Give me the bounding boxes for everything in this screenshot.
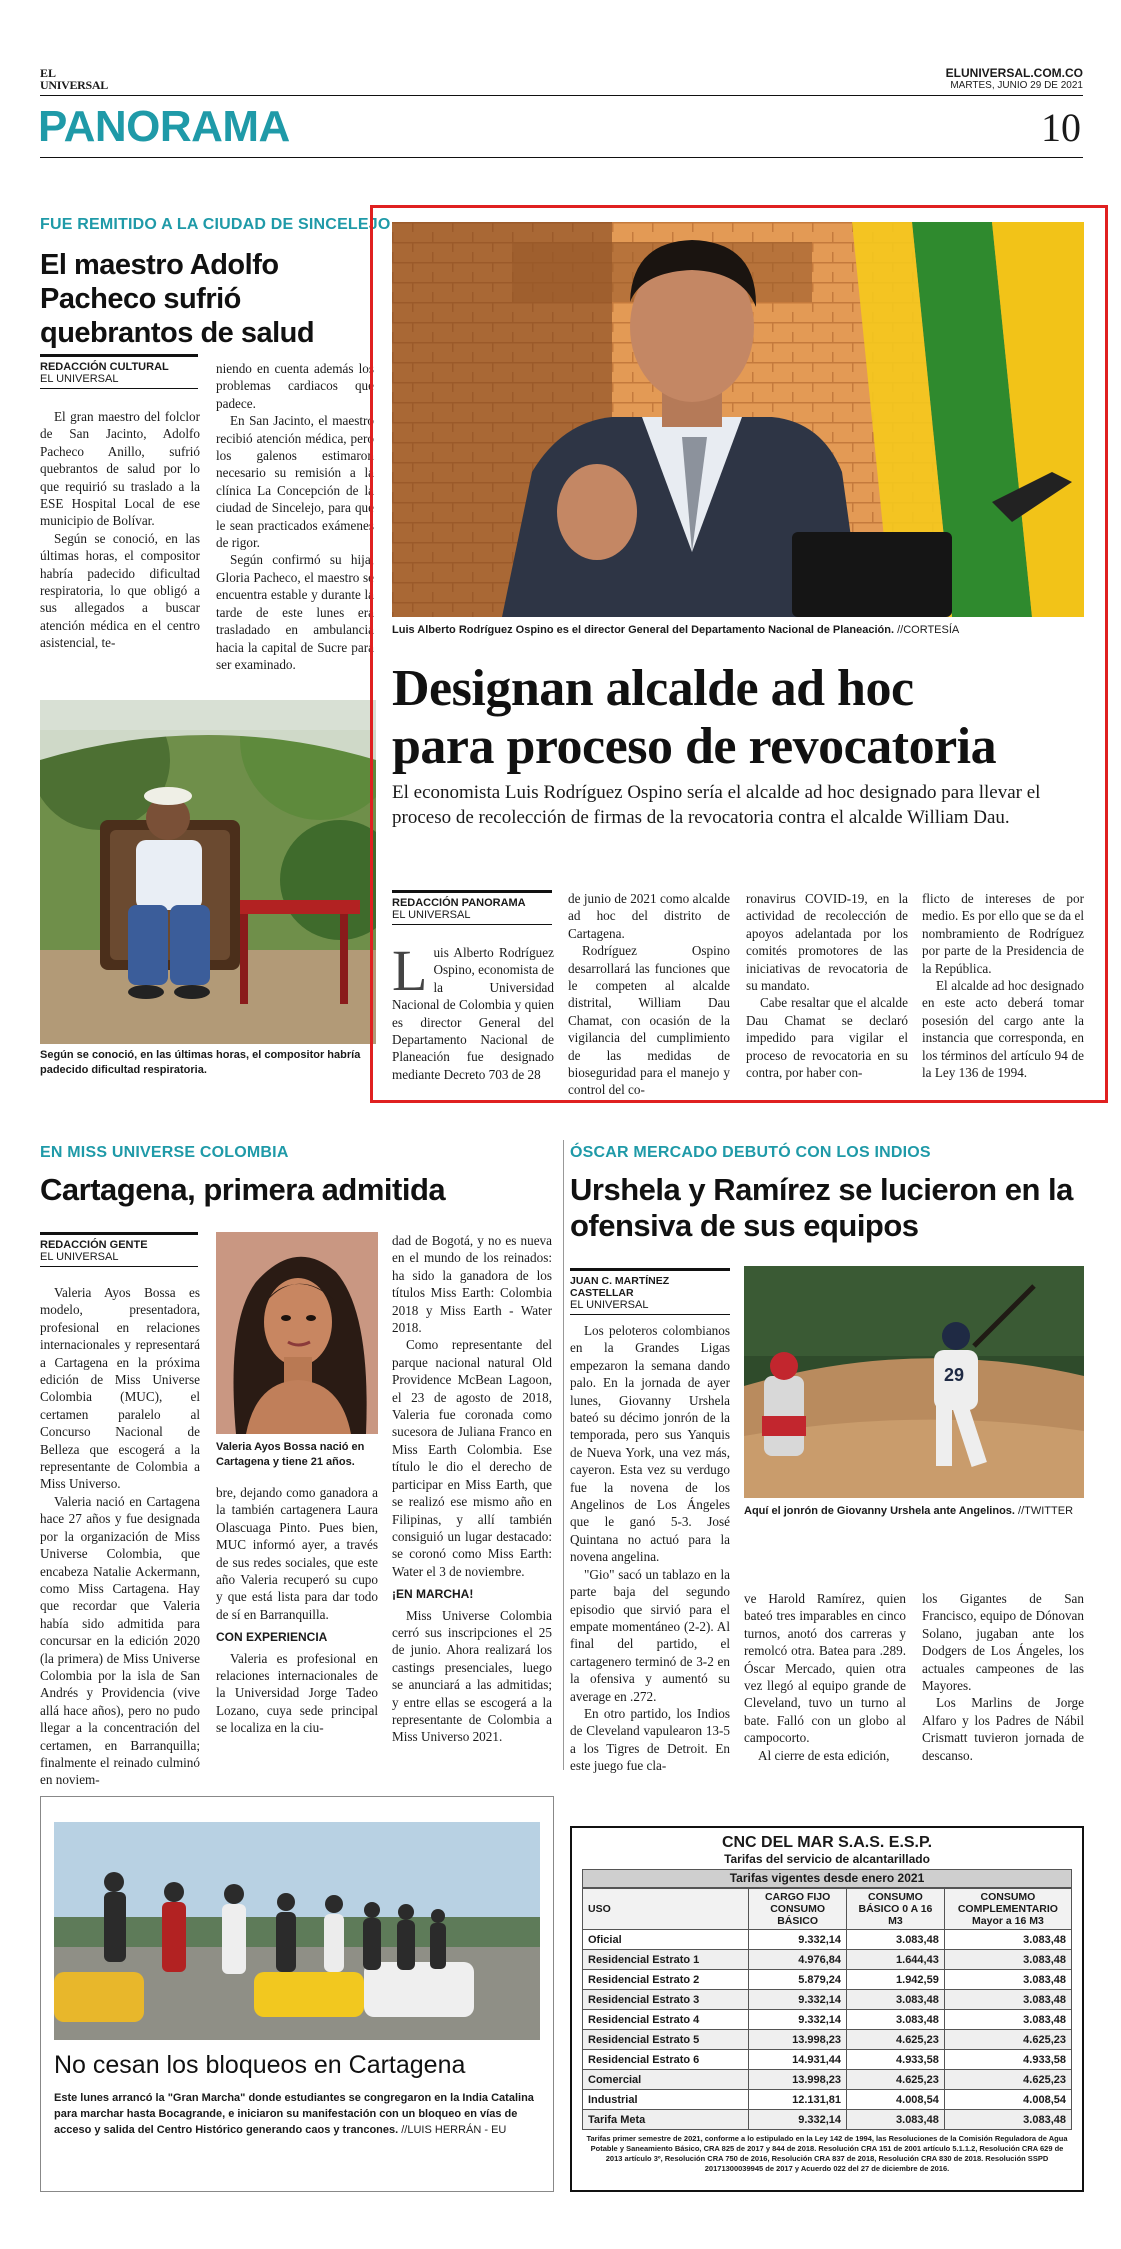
table-cell: 9.332,14 (749, 2110, 847, 2130)
paragraph: Según confirmó su hija, Gloria Pacheco, el maestro se encuentra estable y durante la tarde de este lunes era trasladado en ambulancia hacia la capital de Sucre para ser examinado. (216, 552, 374, 672)
baseball-caption (744, 1504, 1084, 1519)
byline-paper: EL UNIVERSAL (40, 1251, 198, 1267)
subhead-en-marcha: ¡EN MARCHA! (392, 1587, 474, 1602)
table-cell: 13.998,23 (749, 2070, 847, 2090)
table-row (583, 1950, 1072, 1970)
issue-date: MARTES, JUNIO 29 DE 2021 (950, 80, 1083, 91)
paragraph: Al cierre de esta edición, (758, 1747, 890, 1763)
row-label: Residencial Estrato 1 (583, 1950, 749, 1970)
table-cell: 4.933,58 (847, 2050, 945, 2070)
table-row (583, 2010, 1072, 2030)
baseball-byline (570, 1268, 730, 1315)
paragraph: Rodríguez Ospino desarrollará las funciones que le competen al alcalde distrital, William Dau Chamat, con ocasión de la vigilancia del cumplimiento de las medidas de bioseguridad para el manejo y control del co- (568, 943, 730, 1098)
table-row (583, 1930, 1072, 1950)
table-cell: 1.942,59 (847, 1970, 945, 1990)
miss-byline (40, 1232, 198, 1267)
row-label: Residencial Estrato 3 (583, 1990, 749, 2010)
table-cell: 9.332,14 (749, 2010, 847, 2030)
table-row (583, 2030, 1072, 2050)
pacheco-byline (40, 354, 198, 389)
paragraph: flicto de intereses de por medio. Es por ello que se da el nombramiento de Rodríguez por parte de la Presidencia de la República. (922, 891, 1084, 976)
pacheco-col-1 (40, 408, 200, 652)
lead-headline-line-2: para proceso de revocatoria (392, 718, 997, 775)
lead-caption-credit: //CORTESÍA (897, 624, 960, 636)
table-cell: 3.083,48 (944, 1970, 1071, 1990)
paragraph: Valeria Ayos Bossa es modelo, presentadora, profesional en relaciones internacionales y representará a Cartagena en la próxima edición de Miss Universe Colombia (MUC), el certamen paralelo al Concurso Nacional de Belleza que escogerá a la representante de Colombia a Miss Universo. (40, 1285, 200, 1492)
baseball-caption-credit: //TWITTER (1018, 1505, 1074, 1517)
subhead-con-experiencia: CON EXPERIENCIA (216, 1630, 328, 1645)
pacheco-photo (40, 700, 376, 1044)
lead-col-3 (746, 890, 908, 1081)
paragraph: Los peloteros colombianos en la Grandes Ligas empezaron la semana dando palo. En la jornada de ayer lunes, Giovanny Urshela bateó su décimo jonrón de la temporada, pero sus Yanquis de Nueva York, una vez más, cayeron. Esta vez su verdugo fue la novena de los Angelinos de Los Ángeles que le ganó 5-3. José Quintana no actuó para la novena angelina. (570, 1323, 730, 1565)
paragraph: Los Marlins de Jorge Alfaro y los Padres de Nábil Crismatt tuvieron jornada de descanso. (922, 1695, 1084, 1763)
table-cell: 9.332,14 (749, 1930, 847, 1950)
bloqueos-caption (54, 2090, 540, 2138)
paragraph: ronavirus COVID-19, en la actividad de recolección de apoyos adelantada por los comités promotores de las iniciativas de revocatoria de su mandato. (746, 891, 908, 994)
lead-headline-line-1: Designan alcalde ad hoc (392, 660, 914, 717)
table-cell: 3.083,48 (944, 1990, 1071, 2010)
table-cell: 4.625,23 (847, 2030, 945, 2050)
bloqueos-headline: No cesan los bloqueos en Cartagena (54, 2051, 466, 2079)
miss-col-1 (40, 1284, 200, 1789)
table-row (583, 1990, 1072, 2010)
table-cell: 3.083,48 (847, 1930, 945, 1950)
table-cell: 3.083,48 (944, 1930, 1071, 1950)
byline-desk: JUAN C. MARTÍNEZ CASTELLAR (570, 1275, 670, 1299)
byline-paper: EL UNIVERSAL (40, 373, 198, 389)
logo-bottom: UNIVERSAL (40, 78, 108, 92)
paragraph: dad de Bogotá, y no es nueva en el mundo de los reinados: ha sido la ganadora de los títulos Miss Earth: Colombia 2018 y Miss Earth - Water 2018. (392, 1233, 552, 1336)
tarifas-table-body (583, 1930, 1072, 2130)
table-row (583, 2110, 1072, 2130)
page-number: 10 (1041, 105, 1081, 150)
baseball-caption-text: Aquí el jonrón de Giovanny Urshela ante Angelinos. (744, 1505, 1015, 1517)
paragraph: ve Harold Ramírez, quien bateó tres imparables en cinco turnos, anotó dos carreras y remolcó otra. Batea para .289. Óscar Mercado, quien otra vez llegó al equipo grande de Cleveland, tuvo un turno al bate. Falló con un globo al campocorto. (744, 1591, 906, 1746)
table-row (583, 2090, 1072, 2110)
logo-top: EL (40, 66, 57, 80)
table-row (583, 2050, 1072, 2070)
row-label: Residencial Estrato 4 (583, 2010, 749, 2030)
paragraph: niendo en cuenta además los problemas cardiacos que padece. (216, 361, 374, 411)
col-header-consumo-complementario: CONSUMO COMPLEMENTARIO Mayor a 16 M3 (944, 1889, 1071, 1930)
lead-col-1-text: uis Alberto Rodríguez Ospino, economista de la Universidad Nacional de Colombia y quien es director General del Departamento Nacional de Planeación fue designado mediante Decreto 703 de 28 (392, 945, 554, 1082)
paragraph: Según se conoció, en las últimas horas, el compositor habría padecido dificultad respiratoria, lo que obligó a sus allegados a buscar atención médica en el centro asistencial, te- (40, 530, 200, 651)
paragraph: El alcalde ad hoc designado en este acto deberá tomar posesión del cargo ante la instancia que corresponda, en los términos del artículo 94 de la Ley 136 de 1994. (922, 978, 1084, 1081)
column-divider (563, 1140, 564, 1770)
miss-photo (216, 1232, 378, 1434)
masthead-logo (40, 68, 120, 91)
table-cell: 1.644,43 (847, 1950, 945, 1970)
table-cell: 3.083,48 (944, 2110, 1071, 2130)
table-cell: 4.008,54 (944, 2090, 1071, 2110)
table-header-row (583, 1889, 1072, 1930)
paragraph: En otro partido, los Indios de Cleveland vapulearon 13-5 a los Tigres de Detroit. En este juego fue cla- (570, 1705, 730, 1774)
lead-headline (392, 660, 1092, 776)
table-row (583, 2070, 1072, 2090)
table-cell: 3.083,48 (944, 1950, 1071, 1970)
pacheco-headline: El maestro Adolfo Pacheco sufrió quebrantos de salud (40, 249, 315, 349)
row-label: Oficial (583, 1930, 749, 1950)
miss-col-3 (392, 1232, 552, 1746)
lead-col-2 (568, 890, 730, 1099)
tarifas-table (582, 1888, 1072, 2130)
table-cell: 4.933,58 (944, 2050, 1071, 2070)
lead-col-4 (922, 890, 1084, 1081)
table-cell: 12.131,81 (749, 2090, 847, 2110)
section-title: PANORAMA (38, 102, 290, 151)
table-cell: 4.625,23 (847, 2070, 945, 2090)
col-header-consumo-basico: CONSUMO BÁSICO 0 A 16 M3 (847, 1889, 945, 1930)
baseball-col-1 (570, 1322, 730, 1775)
table-cell: 3.083,48 (847, 2110, 945, 2130)
paragraph: los Gigantes de San Francisco, equipo de Dónovan Solano, jugaban ante los Dodgers de Los Ángeles, los actuales campeones de las Mayores. (922, 1591, 1084, 1694)
header-rule (40, 95, 1083, 96)
pacheco-kicker: FUE REMITIDO A LA CIUDAD DE SINCELEJO (40, 216, 391, 233)
bloqueos-photo (54, 1822, 540, 2040)
baseball-col-2 (744, 1590, 906, 1764)
table-cell: 4.008,54 (847, 2090, 945, 2110)
paragraph: bre, dejando como ganadora a la también cartagenera Laura Olascuaga Pinto. Pues bien, MUC informó ayer, a través de sus redes sociales, que este año Valeria recuperó su cupo y que está lista para dar todo de sí en Barranquilla. (216, 1485, 378, 1622)
svg-text:29: 29 (944, 1365, 965, 1385)
lead-col-1 (392, 938, 554, 1083)
section-rule (40, 157, 1083, 158)
table-cell: 9.332,14 (749, 1990, 847, 2010)
dropcap: L (392, 938, 428, 1003)
bloqueos-caption-text: Este lunes arrancó la "Gran Marcha" donde estudiantes se congregaron en la India Catalina para marchar hasta Bocagrande, e iniciaron su manifestación con un bloqueo en vías de acceso y salida del Centro Histórico generando caos y trancones. (54, 2092, 534, 2136)
row-label: Residencial Estrato 2 (583, 1970, 749, 1990)
paragraph: Cabe resaltar que el alcalde Dau Chamat se declaró impedido para vigilar el proceso de revocatoria en su contra, por haber con- (746, 995, 908, 1081)
byline-desk: REDACCIÓN GENTE (40, 1239, 148, 1251)
pacheco-caption: Según se conoció, en las últimas horas, el compositor habría padecido dificultad respiratoria. (40, 1049, 361, 1076)
row-label: Tarifa Meta (583, 2110, 749, 2130)
tarifas-band: Tarifas vigentes desde enero 2021 (582, 1869, 1072, 1888)
row-label: Comercial (583, 2070, 749, 2090)
table-cell: 4.976,84 (749, 1950, 847, 1970)
miss-kicker: EN MISS UNIVERSE COLOMBIA (40, 1144, 289, 1161)
byline-desk: REDACCIÓN PANORAMA (392, 897, 526, 909)
byline-paper: EL UNIVERSAL (392, 909, 552, 925)
table-row (583, 1970, 1072, 1990)
row-label: Industrial (583, 2090, 749, 2110)
paragraph (392, 938, 554, 1083)
table-cell: 3.083,48 (944, 2010, 1071, 2030)
site-url: ELUNIVERSAL.COM.CO (945, 66, 1083, 80)
miss-caption: Valeria Ayos Bossa nació en Cartagena y tiene 21 años. (216, 1441, 365, 1468)
miss-col-2 (216, 1484, 378, 1737)
miss-headline: Cartagena, primera admitida (40, 1172, 446, 1207)
paragraph: El gran maestro del folclor de San Jacinto, Adolfo Pacheco Anillo, sufrió quebrantos de salud por lo que requirió su traslado a la ESE Hospital Local de ese municipio de Bolívar. (40, 409, 200, 529)
baseball-col-3 (922, 1590, 1084, 1764)
table-cell: 3.083,48 (847, 2010, 945, 2030)
lead-dek: El economista Luis Rodríguez Ospino sería el alcalde ad hoc designado para llevar el proceso de recolección de firmas de la revocatoria contra el alcalde William Dau. (392, 782, 1041, 828)
bloqueos-caption-credit: //LUIS HERRÁN - EU (401, 2124, 507, 2136)
paragraph: En San Jacinto, el maestro recibió atención médica, pero los galenos estimaron necesario su remisión a la clínica La Concepción de la ciudad de Sincelejo, para que le sean practicados exámenes de rigor. (216, 413, 374, 551)
lead-byline (392, 890, 552, 925)
paragraph: Como representante del parque nacional natural Old Providence McBean Lagoon, el 23 de agosto de 2018, Valeria fue coronada como sucesora de Juliana Franco en Miss Earth Colombia. Ese título le dio el derecho de participar en Miss Earth, que se realizó ese mismo año en Filipinas, y allí también consiguió un lugar destacado: se coronó como Miss Earth: Water el 3 de noviembre. (392, 1337, 552, 1579)
pacheco-col-2 (216, 360, 374, 673)
baseball-photo (744, 1266, 1084, 1498)
paragraph: de junio de 2021 como alcalde ad hoc del distrito de Cartagena. (568, 891, 730, 941)
byline-desk: REDACCIÓN CULTURAL (40, 361, 169, 373)
paragraph: Miss Universe Colombia cerró sus inscripciones el 25 de junio. Ahora realizará los castings presenciales, luego se anunciará a las admitidas; y entre ellas se escogerá a la representante de Colombia a Miss Universo 2021. (392, 1607, 552, 1745)
row-label: Residencial Estrato 5 (583, 2030, 749, 2050)
baseball-kicker: ÓSCAR MERCADO DEBUTÓ CON LOS INDIOS (570, 1144, 931, 1161)
baseball-headline: Urshela y Ramírez se lucieron en la ofensiva de sus equipos (570, 1172, 1073, 1243)
col-header-cargo-fijo: CARGO FIJO CONSUMO BÁSICO (749, 1889, 847, 1930)
table-cell: 3.083,48 (847, 1990, 945, 2010)
table-cell: 5.879,24 (749, 1970, 847, 1990)
tarifas-footnote: Tarifas primer semestre de 2021, conforme a lo estipulado en la Ley 142 de 1994, las Resoluciones de la Comisión Reguladora de Agua Potable y Saneamiento Básico, CRA 825 de 2017 y 844 de 2018. Resolución CRA 151 de 2001 artículo 5.1.1.2, Resolución CRA 629 de 2013 artículo 3º, Resolución CRA 750 de 2016, Resolución CRA 837 de 2018, Resolución CRA 830 de 2018. Resolución SSPD 20171300039945 de 2017 y Acuerdo 022 del 27 de diciembre de 2016. (586, 2134, 1068, 2173)
lead-photo (392, 222, 1084, 617)
table-cell: 4.625,23 (944, 2030, 1071, 2050)
table-cell: 4.625,23 (944, 2070, 1071, 2090)
row-label: Residencial Estrato 6 (583, 2050, 749, 2070)
byline-paper: EL UNIVERSAL (570, 1299, 730, 1315)
table-cell: 14.931,44 (749, 2050, 847, 2070)
lead-caption (392, 623, 1084, 638)
paragraph: Valeria nació en Cartagena hace 27 años y fue designada por la organización de Miss Universe Colombia, que encabeza Natalie Ackermann, como Miss Cartagena. Hay que recordar que Valeria había sido admitida para concursar en la edición 2020 (la primera) de Miss Universe Colombia por la isla de San Andrés y Providencia (vive allá hace años), pero no pudo llegar a la concentración del certamen, en Barranquilla; finalmente el reinado culminó en noviem- (40, 1493, 200, 1788)
lead-caption-text: Luis Alberto Rodríguez Ospino es el director General del Departamento Nacional de Planeación. (392, 624, 895, 636)
tarifas-ad (570, 1826, 1084, 2192)
col-header-uso: USO (583, 1889, 749, 1930)
tarifas-subtitle: Tarifas del servicio de alcantarillado (724, 1852, 930, 1866)
paragraph: "Gio" sacó un tablazo en la parte baja del segundo episodio que sirvió para el empate momentáneo (2-2). Al final del partido, el cartagenero terminó de 3-2 en la ofensiva y aumentó su average en .272. (570, 1566, 730, 1704)
paragraph: Valeria es profesional en relaciones internacionales de la Universidad Jorge Tadeo Lozano, cuya sede principal se localiza en la ciu- (216, 1650, 378, 1736)
table-cell: 13.998,23 (749, 2030, 847, 2050)
tarifas-company: CNC DEL MAR S.A.S. E.S.P. (721, 1834, 933, 1851)
